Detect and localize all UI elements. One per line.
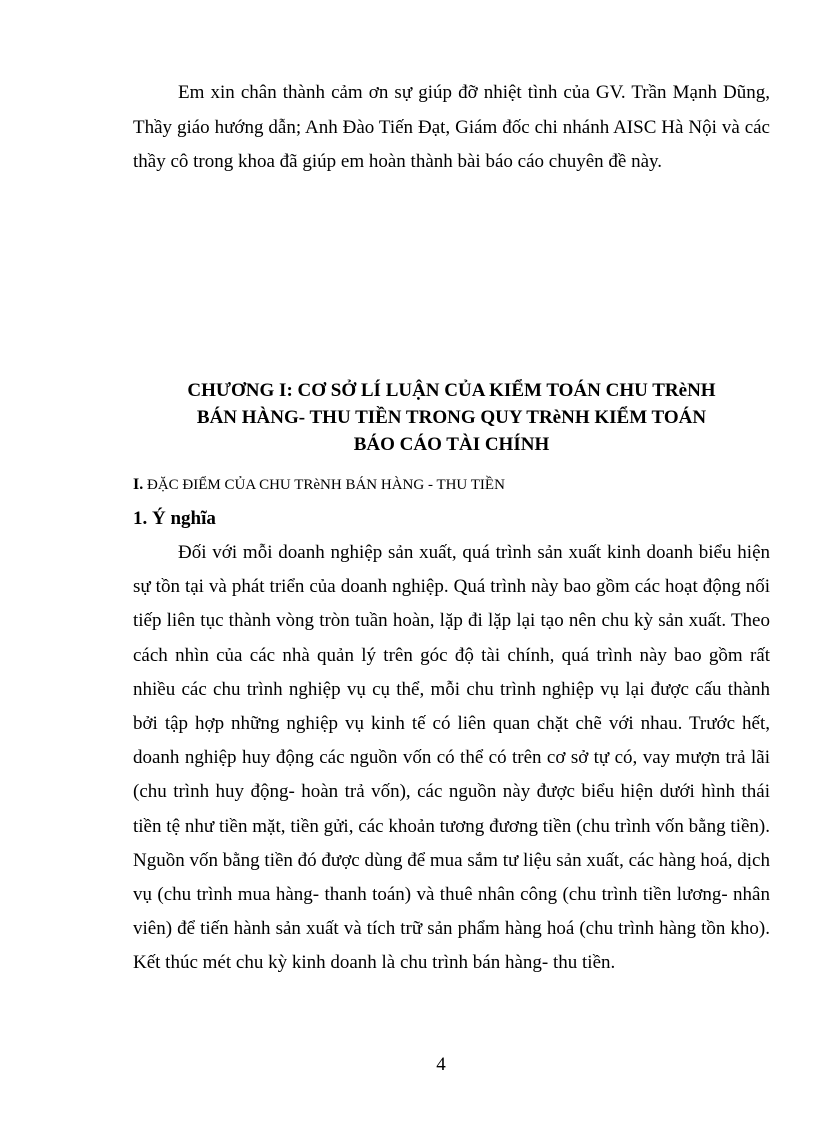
subsection-heading: 1. Ý nghĩa	[133, 508, 216, 529]
chapter-title-line: BÁN HÀNG- THU TIỀN TRONG QUY TRèNH KIỂM TOÁN	[196, 407, 707, 428]
body-paragraph: Đối với mỗi doanh nghiệp sản xuất, quá trình sản xuất kinh doanh biểu hiện sự tồn tại và phát triển của doanh nghiệp. Quá trình này bao gồm các hoạt động nối tiếp liên tục thành vòng tròn tuần hoàn, lặp đi lặp lại tạo nên chu kỳ sản xuất. Theo cách nhìn của các nhà quản lý trên góc độ tài chính, quá trình này bao gồm rất nhiều các chu trình nghiệp vụ cụ thể, mỗi chu trình nghiệp vụ lại được cấu thành bởi tập hợp những nghiệp vụ kinh tế có liên quan chặt chẽ với nhau. Trước hết, doanh nghiệp huy động các nguồn vốn có thể có trên cơ sở tự có, vay mượn trả lãi (chu trình huy động- hoàn trả vốn), các nguồn này được biểu hiện dưới hình thái tiền tệ như tiền mặt, tiền gửi, các khoản tương đương tiền (chu trình vốn bằng tiền). Nguồn vốn bằng tiền đó được dùng để mua sắm tư liệu sản xuất, các hàng hoá, dịch vụ (chu trình mua hàng- thanh toán) và thuê nhân công (chu trình tiền lương- nhân viên) để tiến hành sản xuất và tích trữ sản phẩm hàng hoá (chu trình hàng tồn kho). Kết thúc mét chu kỳ kinh doanh là chu trình bán hàng- thu tiền.	[133, 542, 770, 974]
section-title: ĐẶC ĐIỂM CỦA CHU TRèNH BÁN HÀNG - THU TIỀN	[143, 477, 505, 493]
section-heading	[133, 474, 505, 496]
acknowledgement-paragraph: Em xin chân thành cảm ơn sự giúp đỡ nhiệt tình của GV. Trần Mạnh Dũng, Thầy giáo hướng dẫn; Anh Đào Tiến Đạt, Giám đốc chi nhánh AISC Hà Nội và các thầy cô trong khoa đã giúp em hoàn thành bài báo cáo chuyên đề này.	[133, 82, 770, 172]
chapter-title	[133, 377, 770, 458]
chapter-title-line: BÁO CÁO TÀI CHÍNH	[353, 434, 550, 455]
section-number: I.	[133, 476, 144, 493]
page-number: 4	[436, 1054, 446, 1075]
chapter-title-line: CHƯƠNG I: CƠ SỞ LÍ LUẬN CỦA KIỂM TOÁN CHU TRèNH	[187, 380, 716, 401]
